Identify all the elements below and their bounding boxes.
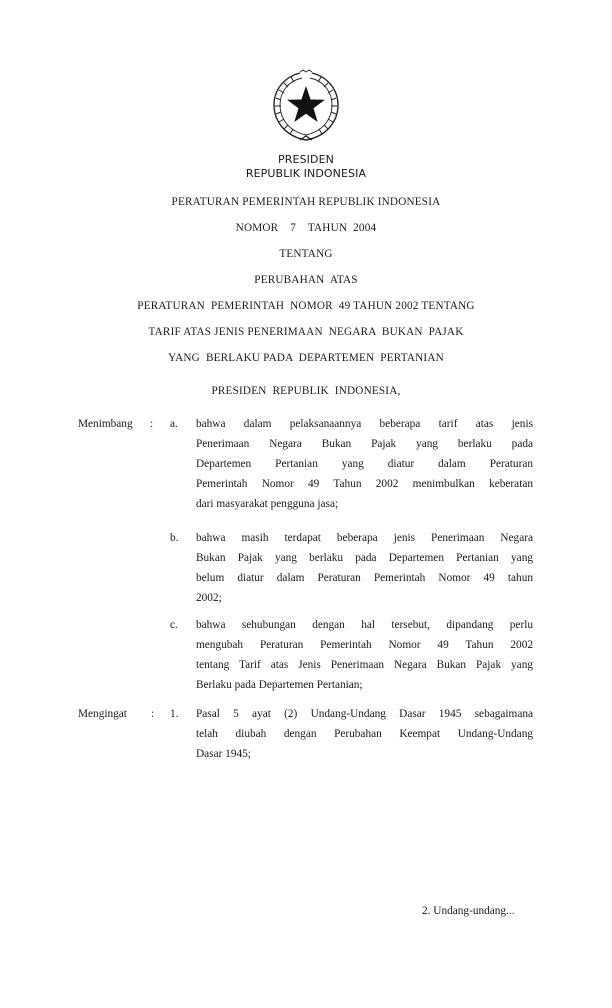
subject-line-2: TARIF ATAS JENIS PENERIMAAN NEGARA BUKAN PAJAK: [148, 326, 464, 338]
subject-line-1: PERATURAN PEMERINTAH NOMOR 49 TAHUN 2002 TENTANG: [137, 300, 475, 312]
regulation-number: NOMOR 7 TAHUN 2004: [235, 222, 377, 234]
subject-line-3: YANG BERLAKU PADA DEPARTEMEN PERTANIAN: [168, 352, 444, 364]
text-line: Dasar 1945;: [196, 748, 251, 760]
text-line: dari masyarakat pengguna jasa;: [196, 498, 339, 510]
text-line: 2002;: [196, 592, 222, 604]
text-line: Pasal 5 ayat (2) Undang-Undang Dasar 1945 sebagaimana: [196, 708, 533, 720]
item-marker-c: c.: [170, 619, 178, 631]
item-marker-1: 1.: [170, 708, 179, 720]
text-line: mengubah Peraturan Pemerintah Nomor 49 Tahun 2002: [196, 639, 533, 651]
text-line: Departemen Pertanian yang diatur dalam Peraturan: [196, 458, 533, 470]
menimbang-item-c: [196, 615, 533, 695]
mengingat-colon: :: [151, 708, 155, 720]
text-line: Penerimaan Negara Bukan Pajak yang berlaku pada: [196, 438, 533, 450]
text-line: belum diatur dalam Peraturan Pemerintah Nomor 49 tahun: [196, 572, 533, 584]
perubahan-atas-heading: PERUBAHAN ATAS: [254, 274, 358, 286]
menimbang-label: Menimbang: [78, 418, 133, 430]
text-line: bahwa masih terdapat beberapa jenis Penerimaan Negara: [196, 532, 533, 544]
header-republik: REPUBLIK INDONESIA: [245, 167, 367, 180]
president-declaration: PRESIDEN REPUBLIK INDONESIA,: [211, 385, 401, 397]
menimbang-item-b: [196, 528, 533, 608]
text-line: Berlaku pada Departemen Pertanian;: [196, 679, 363, 691]
menimbang-item-a: [196, 414, 533, 514]
mengingat-label: Mengingat: [78, 708, 127, 720]
page-continuation: 2. Undang-undang...: [422, 905, 515, 917]
text-line: bahwa dalam pelaksanaannya beberapa tarif atas jenis: [196, 418, 533, 430]
text-line: telah diubah dengan Perubahan Keempat Undang-Undang: [196, 728, 533, 740]
mengingat-item-1: [196, 704, 533, 764]
header-presiden: PRESIDEN: [278, 153, 334, 166]
text-line: Bukan Pajak yang berlaku pada Departemen Pertanian yang: [196, 552, 533, 564]
regulation-title: PERATURAN PEMERINTAH REPUBLIK INDONESIA: [171, 196, 441, 208]
tentang-heading: TENTANG: [279, 248, 333, 260]
text-line: tentang Tarif atas Jenis Penerimaan Negara Bukan Pajak yang: [196, 659, 533, 671]
item-marker-b: b.: [170, 532, 179, 544]
presidential-emblem-icon: [270, 68, 342, 144]
text-line: bahwa sehubungan dengan hal tersebut, dipandang perlu: [196, 619, 533, 631]
menimbang-colon: :: [150, 418, 154, 430]
text-line: Pemerintah Nomor 49 Tahun 2002 menimbulkan keberatan: [196, 478, 533, 490]
item-marker-a: a.: [170, 418, 178, 430]
